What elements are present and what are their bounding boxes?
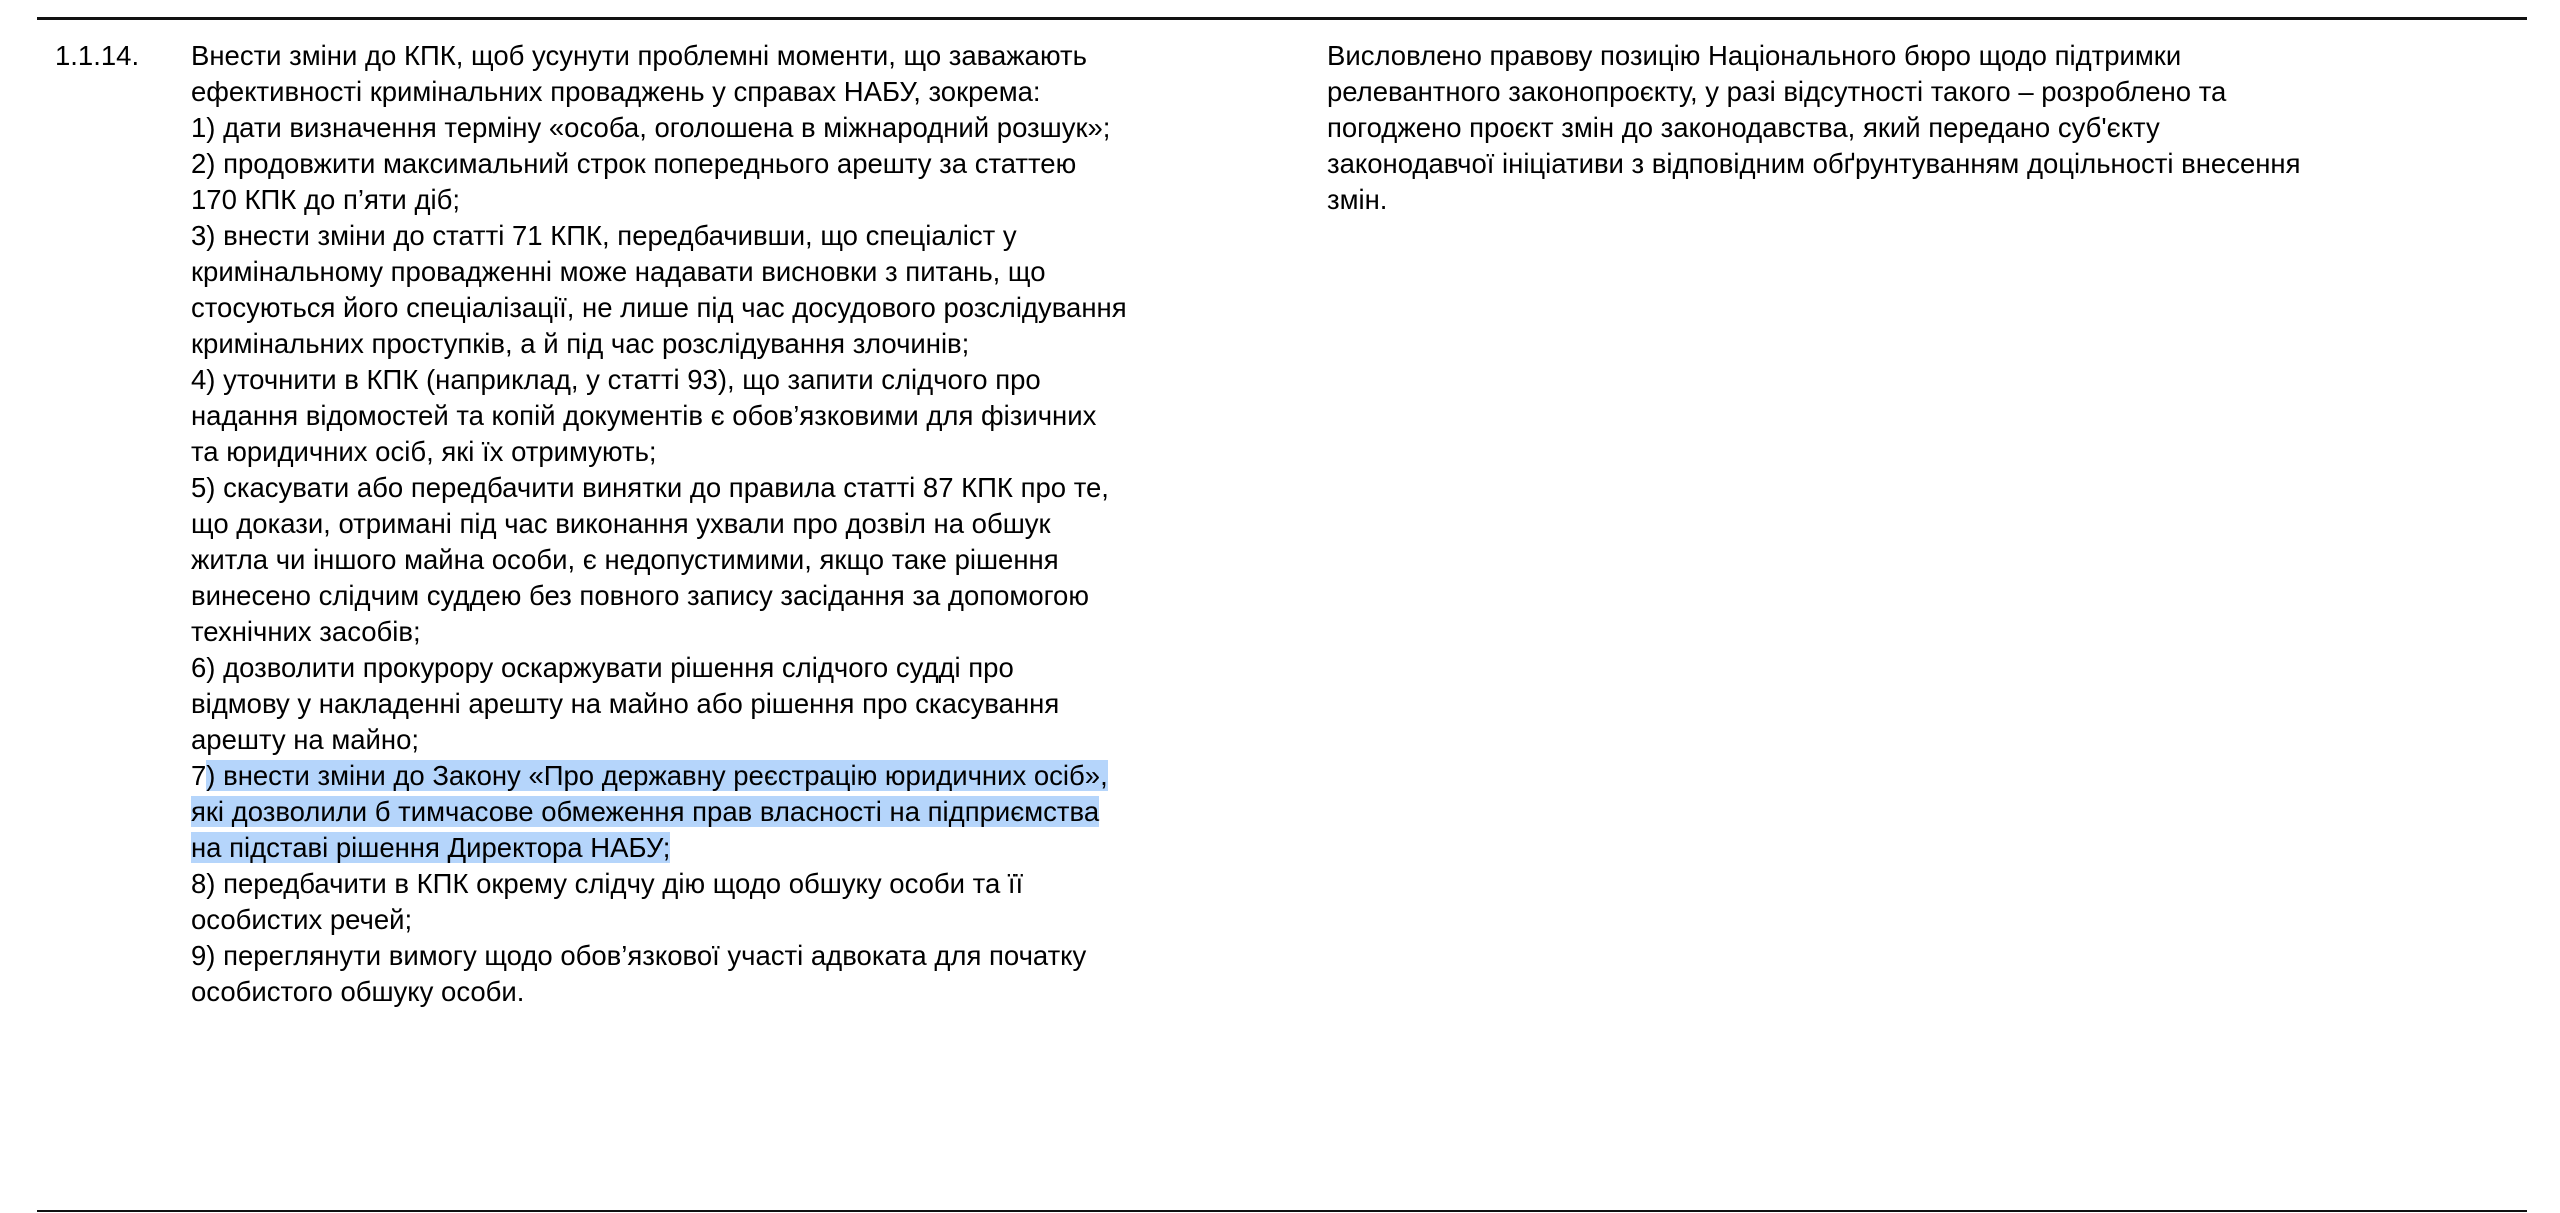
task-line	[191, 434, 1331, 470]
task-line	[191, 38, 1331, 74]
task-line-text: Внести зміни до КПК, щоб усунути проблемні моменти, що заважають	[191, 40, 1087, 71]
task-line	[191, 182, 1331, 218]
result-line: змін.	[1327, 184, 1388, 215]
task-line-text: 1) дати визначення терміну «особа, оголошена в міжнародний розшук»;	[191, 112, 1111, 143]
task-line-text: особистих речей;	[191, 904, 413, 935]
selected-text-highlight[interactable]: на підставі рішення Директора НАБУ;	[191, 832, 671, 863]
item-number: 1.1.14.	[55, 40, 140, 71]
result-line: релевантного законопроєкту, у разі відсутності такого – розроблено та	[1327, 76, 2227, 107]
selected-text-highlight[interactable]: які дозволили б тимчасове обмеження прав власності на підприємства	[191, 796, 1100, 827]
task-line	[191, 830, 1331, 866]
result-line: законодавчої ініціативи з відповідним обґрунтуванням доцільності внесення	[1327, 148, 2301, 179]
task-line	[191, 326, 1331, 362]
task-line-text: надання відомостей та копій документів є обов’язковими для фізичних	[191, 400, 1097, 431]
task-line-text: 6) дозволити прокурору оскаржувати рішення слідчого судді про	[191, 652, 1014, 683]
task-line	[191, 938, 1331, 974]
task-line-text: відмову у накладенні арешту на майно або рішення про скасування	[191, 688, 1060, 719]
task-line	[191, 398, 1331, 434]
task-line	[191, 902, 1331, 938]
task-line-text: ефективності кримінальних проваджень у справах НАБУ, зокрема:	[191, 76, 1041, 107]
task-line-text: 5) скасувати або передбачити винятки до правила статті 87 КПК про те,	[191, 472, 1109, 503]
task-line-text: винесено слідчим суддею без повного запису засідання за допомогою	[191, 580, 1089, 611]
task-line-text: особистого обшуку особи.	[191, 976, 525, 1007]
task-line	[191, 362, 1331, 398]
task-line	[191, 290, 1331, 326]
task-line	[191, 794, 1331, 830]
task-line	[191, 686, 1331, 722]
task-line-text: 8) передбачити в КПК окрему слідчу дію щодо обшуку особи та її	[191, 868, 1024, 899]
task-line	[191, 614, 1331, 650]
result-description[interactable]	[1327, 38, 2527, 218]
task-description[interactable]	[191, 38, 1331, 1010]
table-bottom-border	[37, 1210, 2527, 1212]
task-line-text: стосуються його спеціалізації, не лише під час досудового розслідування	[191, 292, 1127, 323]
task-line-text: арешту на майно;	[191, 724, 420, 755]
task-line-text: кримінальних проступків, а й під час розслідування злочинів;	[191, 328, 970, 359]
task-line-text: що докази, отримані під час виконання ухвали про дозвіл на обшук	[191, 508, 1051, 539]
task-line-text: 7	[191, 760, 207, 791]
task-line-text: 2) продовжити максимальний строк попереднього арешту за статтею	[191, 148, 1077, 179]
task-line	[191, 74, 1331, 110]
task-line-text: технічних засобів;	[191, 616, 421, 647]
task-line-text: кримінальному провадженні може надавати висновки з питань, що	[191, 256, 1046, 287]
task-line-text: 9) переглянути вимогу щодо обов’язкової участі адвоката для початку	[191, 940, 1087, 971]
result-line: Висловлено правову позицію Національного бюро щодо підтримки	[1327, 40, 2182, 71]
task-line	[191, 650, 1331, 686]
task-line-text: 170 КПК до п’яти діб;	[191, 184, 460, 215]
task-line-text: житла чи іншого майна особи, є недопустимими, якщо таке рішення	[191, 544, 1059, 575]
task-line-text: 4) уточнити в КПК (наприклад, у статті 93), що запити слідчого про	[191, 364, 1041, 395]
task-line	[191, 866, 1331, 902]
task-line	[191, 254, 1331, 290]
result-line: погоджено проєкт змін до законодавства, який передано суб'єкту	[1327, 112, 2160, 143]
task-line	[191, 758, 1331, 794]
task-line	[191, 542, 1331, 578]
task-line	[191, 146, 1331, 182]
table-top-border	[37, 17, 2527, 20]
task-line	[191, 110, 1331, 146]
task-line-text: 3) внести зміни до статті 71 КПК, передбачивши, що спеціаліст у	[191, 220, 1017, 251]
task-line	[191, 578, 1331, 614]
task-line	[191, 470, 1331, 506]
task-line	[191, 218, 1331, 254]
selected-text-highlight[interactable]: ) внести зміни до Закону «Про державну реєстрацію юридичних осіб»,	[206, 760, 1108, 791]
task-line	[191, 974, 1331, 1010]
task-line	[191, 506, 1331, 542]
task-line	[191, 722, 1331, 758]
task-line-text: та юридичних осіб, які їх отримують;	[191, 436, 657, 467]
